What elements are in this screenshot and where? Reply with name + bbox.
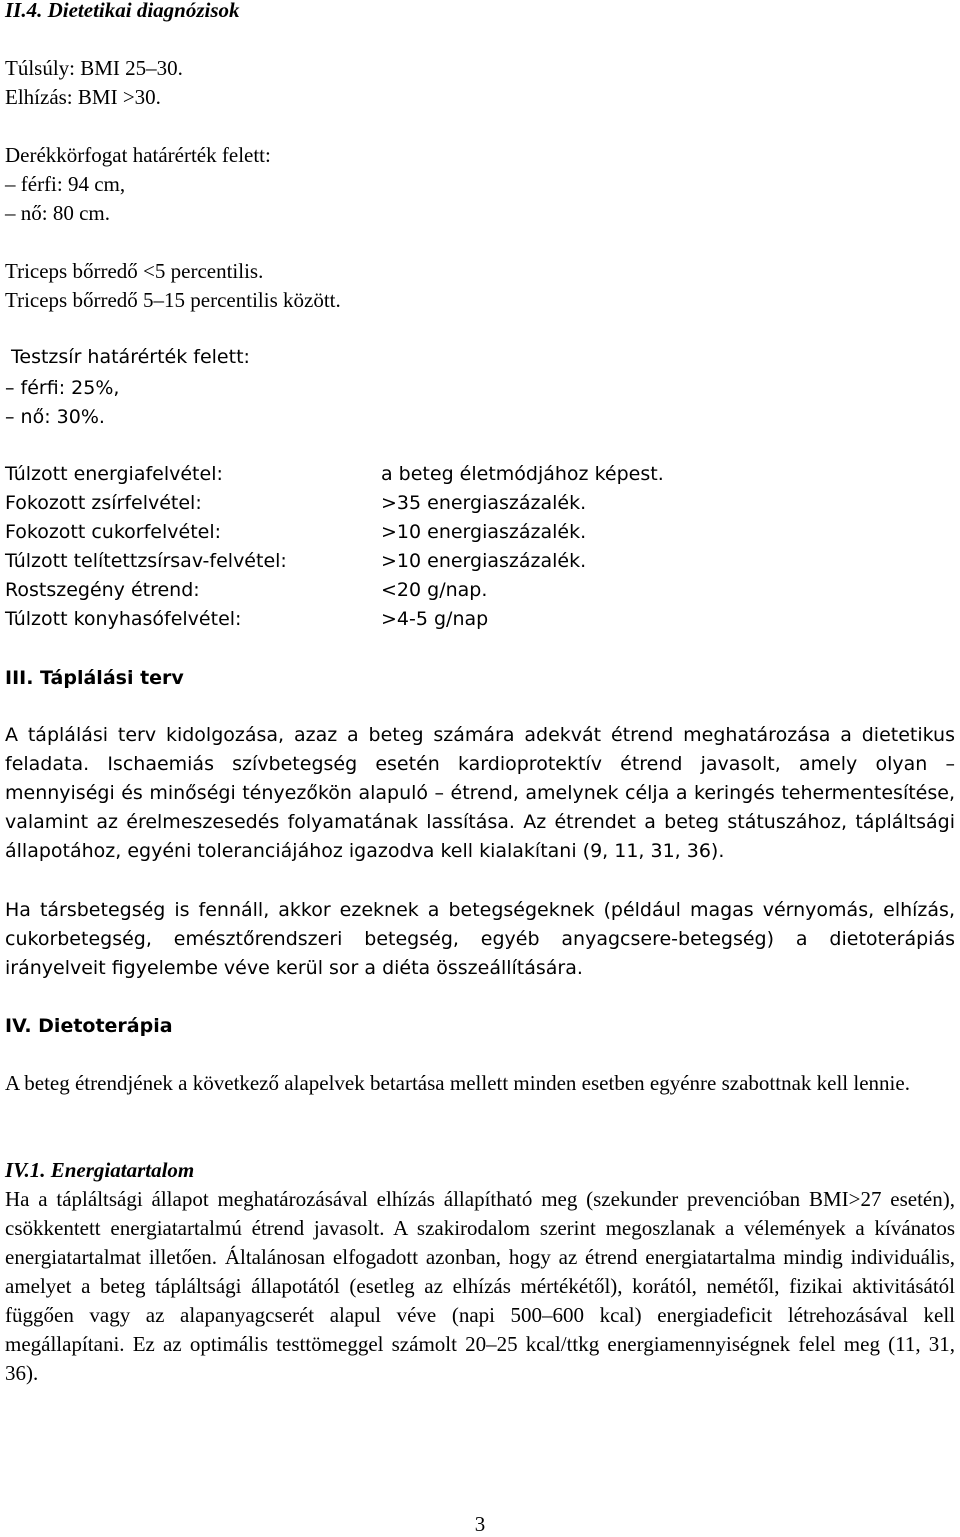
intake-value: >4-5 g/nap [381, 608, 489, 630]
comorbidity-paragraph: Ha társbetegség is fennáll, akkor ezeknek a betegségeknek (például magas vérnyomás, elhízás, cukorbetegség, emésztőrendszeri betegség, egyéb anyagcsere-betegség) a dietoterápiás irányelveit figyelembe véve kerül sor a diéta összeállítására. [5, 899, 955, 979]
triceps-line-2: Triceps bőrredő 5–15 percentilis között. [5, 288, 341, 312]
nutrition-plan-paragraph: A táplálási terv kidolgozása, azaz a beteg számára adekvát étrend meghatározása a dietetikus feladata. Ischaemiás szívbetegség esetén kardioprotektív étrend javasolt, amely olyan – mennyiségi és minőségi tényezőkön alapuló – étrend, amelynek célja a keringés tehermentesítése, valamint az érelmeszesedés folyamatának lassítása. Az étrendet a beteg státuszához, tápláltsági állapotához, egyéni toleranciájához igazodva kell kialakítani (9, 11, 31, 36). [5, 724, 955, 862]
intake-value: >10 energiaszázalék. [381, 550, 587, 572]
intake-label: Túlzott konyhasófelvétel: [5, 608, 242, 630]
section-heading-iv1: IV.1. Energiatartalom [5, 1158, 195, 1182]
intake-label: Túlzott telítettzsírsav-felvétel: [5, 550, 287, 572]
waist-female: – nő: 80 cm. [5, 201, 110, 225]
bodyfat-female: – nő: 30%. [5, 406, 105, 428]
intake-value: a beteg életmódjához képest. [381, 463, 664, 485]
intake-value: >10 energiaszázalék. [381, 521, 587, 543]
section-heading-iii: III. Táplálási terv [5, 667, 184, 689]
section-heading-ii4: II.4. Dietetikai diagnózisok [5, 0, 240, 22]
energy-content-paragraph: Ha a tápláltsági állapot meghatározásával elhízás állapítható meg (szekunder prevencióban BMI>27 esetén), csökkentett energiatartalmú étrend javasolt. A szakirodalom szerint megoszlanak a vélemények a kívánatos energiatartalmat illetően. Általánosan elfogadott azonban, hogy az étrend energiatartalma mindig individuális, amelyet a beteg tápláltsági állapotától (esetleg az elhízás mértékétől), korától, nemétől, fizikai aktivitásától függően vagy az alapanyagcserét alapul véve (napi 500–600 kcal) energiadeficit létrehozásával kell megállapítani. Ez az optimális testtömeggel számolt 20–25 kcal/ttkg energiamennyiségnek felel meg (11, 31, 36). [5, 1187, 955, 1385]
intake-label: Fokozott zsírfelvétel: [5, 492, 202, 514]
bodyfat-heading: Testzsír határérték felett: [11, 346, 250, 368]
intake-label: Rostszegény étrend: [5, 579, 200, 601]
dietotherapy-paragraph: A beteg étrendjének a következő alapelvek betartása mellett minden esetben egyénre szabottnak kell lennie. [5, 1071, 910, 1095]
bmi-overweight: Túlsúly: BMI 25–30. [5, 56, 183, 80]
intake-value: >35 energiaszázalék. [381, 492, 587, 514]
waist-heading: Derékkörfogat határérték felett: [5, 143, 271, 167]
intake-value: <20 g/nap. [381, 579, 488, 601]
intake-label: Fokozott cukorfelvétel: [5, 521, 222, 543]
waist-male: – férfi: 94 cm, [5, 172, 126, 196]
intake-label: Túlzott energiafelvétel: [5, 463, 223, 485]
page-number: 3 [474, 1512, 486, 1536]
triceps-line-1: Triceps bőrredő <5 percentilis. [5, 259, 264, 283]
bmi-obesity: Elhízás: BMI >30. [5, 85, 161, 109]
bodyfat-male: – férfi: 25%, [5, 377, 120, 399]
section-heading-iv: IV. Dietoterápia [5, 1015, 173, 1037]
